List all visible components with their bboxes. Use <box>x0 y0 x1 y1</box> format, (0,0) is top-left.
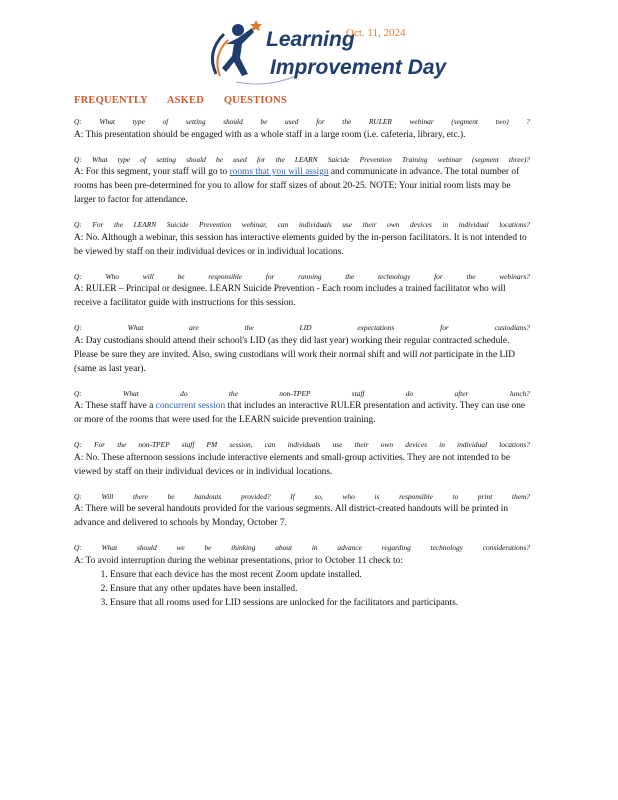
answer-text: and communicate in advance. The total number of rooms has been pre-determined for you to allow for staff sizes of about 20-25. NOTE: Your initial room lists may be larger to factor for attendance. <box>74 167 520 205</box>
faq-item <box>74 116 530 142</box>
answer-emphasis: not <box>419 349 432 360</box>
faq-list <box>74 116 530 610</box>
answer-text: A: For this segment, your staff will go to <box>74 167 230 177</box>
answer-text: A: These staff have a <box>74 401 156 411</box>
faq-question: Q: What should we be thinking about in advance regarding technology considerations? <box>74 543 530 552</box>
logo-date: Oct. 11, 2024 <box>346 27 406 39</box>
faq-question: Q: For the LEARN Suicide Prevention webinar, can individuals use their own devices in individual locations? <box>74 220 530 229</box>
faq-question: Q: What are the LID expectations for custodians? <box>74 323 530 332</box>
concurrent-session-link[interactable]: concurrent session <box>155 401 226 411</box>
faq-item <box>74 271 530 311</box>
faq-question: Q: What type of setting should be used for the LEARN Suicide Prevention Training webinar (segment three)? <box>74 154 530 164</box>
faq-item <box>74 439 530 479</box>
faq-answer: A: RULER – Principal or designee. LEARN Suicide Prevention - Each room includes a trained facilitator who will receive a facilitator guide with instructions for this session. <box>74 284 506 308</box>
learning-improvement-day-logo <box>196 14 447 90</box>
faq-answer <box>74 399 530 427</box>
faq-item <box>74 322 530 376</box>
rooms-assign-link[interactable]: rooms that you will assign <box>229 167 329 177</box>
tech-checklist <box>74 568 530 610</box>
faq-question: Q: What do the non-TPEP staff do after lunch? <box>74 388 530 398</box>
faq-answer: A: No. These afternoon sessions include interactive elements and small-group activities. They are not intended to be viewed by staff on their individual devices or in individual locations. <box>74 452 510 477</box>
checklist-item: 2. Ensure that any other updates have been installed. <box>110 582 530 596</box>
faq-item <box>74 154 530 208</box>
faq-answer: A: To avoid interruption during the webinar presentations, prior to October 11 check to: <box>74 555 403 566</box>
faq-question: Q: Who will be responsible for running the technology for the webinars? <box>74 271 530 281</box>
logo-word-improvement-day: Improvement Day <box>270 56 447 79</box>
faq-answer: A: No. Although a webinar, this session has interactive elements guided by the in-person facilitators. It is not intended to be viewed by staff on their individual devices or in individual locations. <box>74 232 527 257</box>
faq-question: Q: Will there be handouts provided? If so, who is responsible to print them? <box>74 491 530 501</box>
logo-word-learning: Learning <box>266 28 355 51</box>
checklist-item: 1. Ensure that each device has the most recent Zoom update installed. <box>110 568 530 582</box>
faq-answer <box>74 165 530 207</box>
faq-heading: FREQUENTLY ASKED QUESTIONS <box>74 95 287 106</box>
answer-text: that includes an interactive RULER presentation and activity. They can use one or more of the rooms that were used for the LEARN suicide prevention training. <box>74 401 526 425</box>
faq-item <box>74 388 530 428</box>
faq-question: Q: For the non-TPEP staff PM session, can individuals use their own devices in individual locations? <box>74 440 530 449</box>
faq-answer <box>74 334 530 376</box>
answer-text: participate in the LID (same as last year). <box>74 349 516 374</box>
faq-item <box>74 219 530 259</box>
faq-answer: A: This presentation should be engaged with as a whole staff in a large room (i.e. cafeteria, library, etc.). <box>74 129 466 140</box>
faq-item <box>74 542 530 610</box>
faq-answer: A: There will be several handouts provided for the various segments. All district-created handouts will be printed in advance and delivered to schools by Monday, October 7. <box>74 504 509 528</box>
checklist-item: 3. Ensure that all rooms used for LID sessions are unlocked for the facilitators and participants. <box>110 596 530 610</box>
answer-text: A: Day custodians should attend their school's LID (as they did last year) working their regular contracted schedule. Please be sure they are invited. Also, swing custodians will work their normal shift and will <box>74 335 510 360</box>
faq-item <box>74 491 530 531</box>
faq-question: Q: What type of setting should be used for the RULER webinar (segment two) ? <box>74 117 530 126</box>
